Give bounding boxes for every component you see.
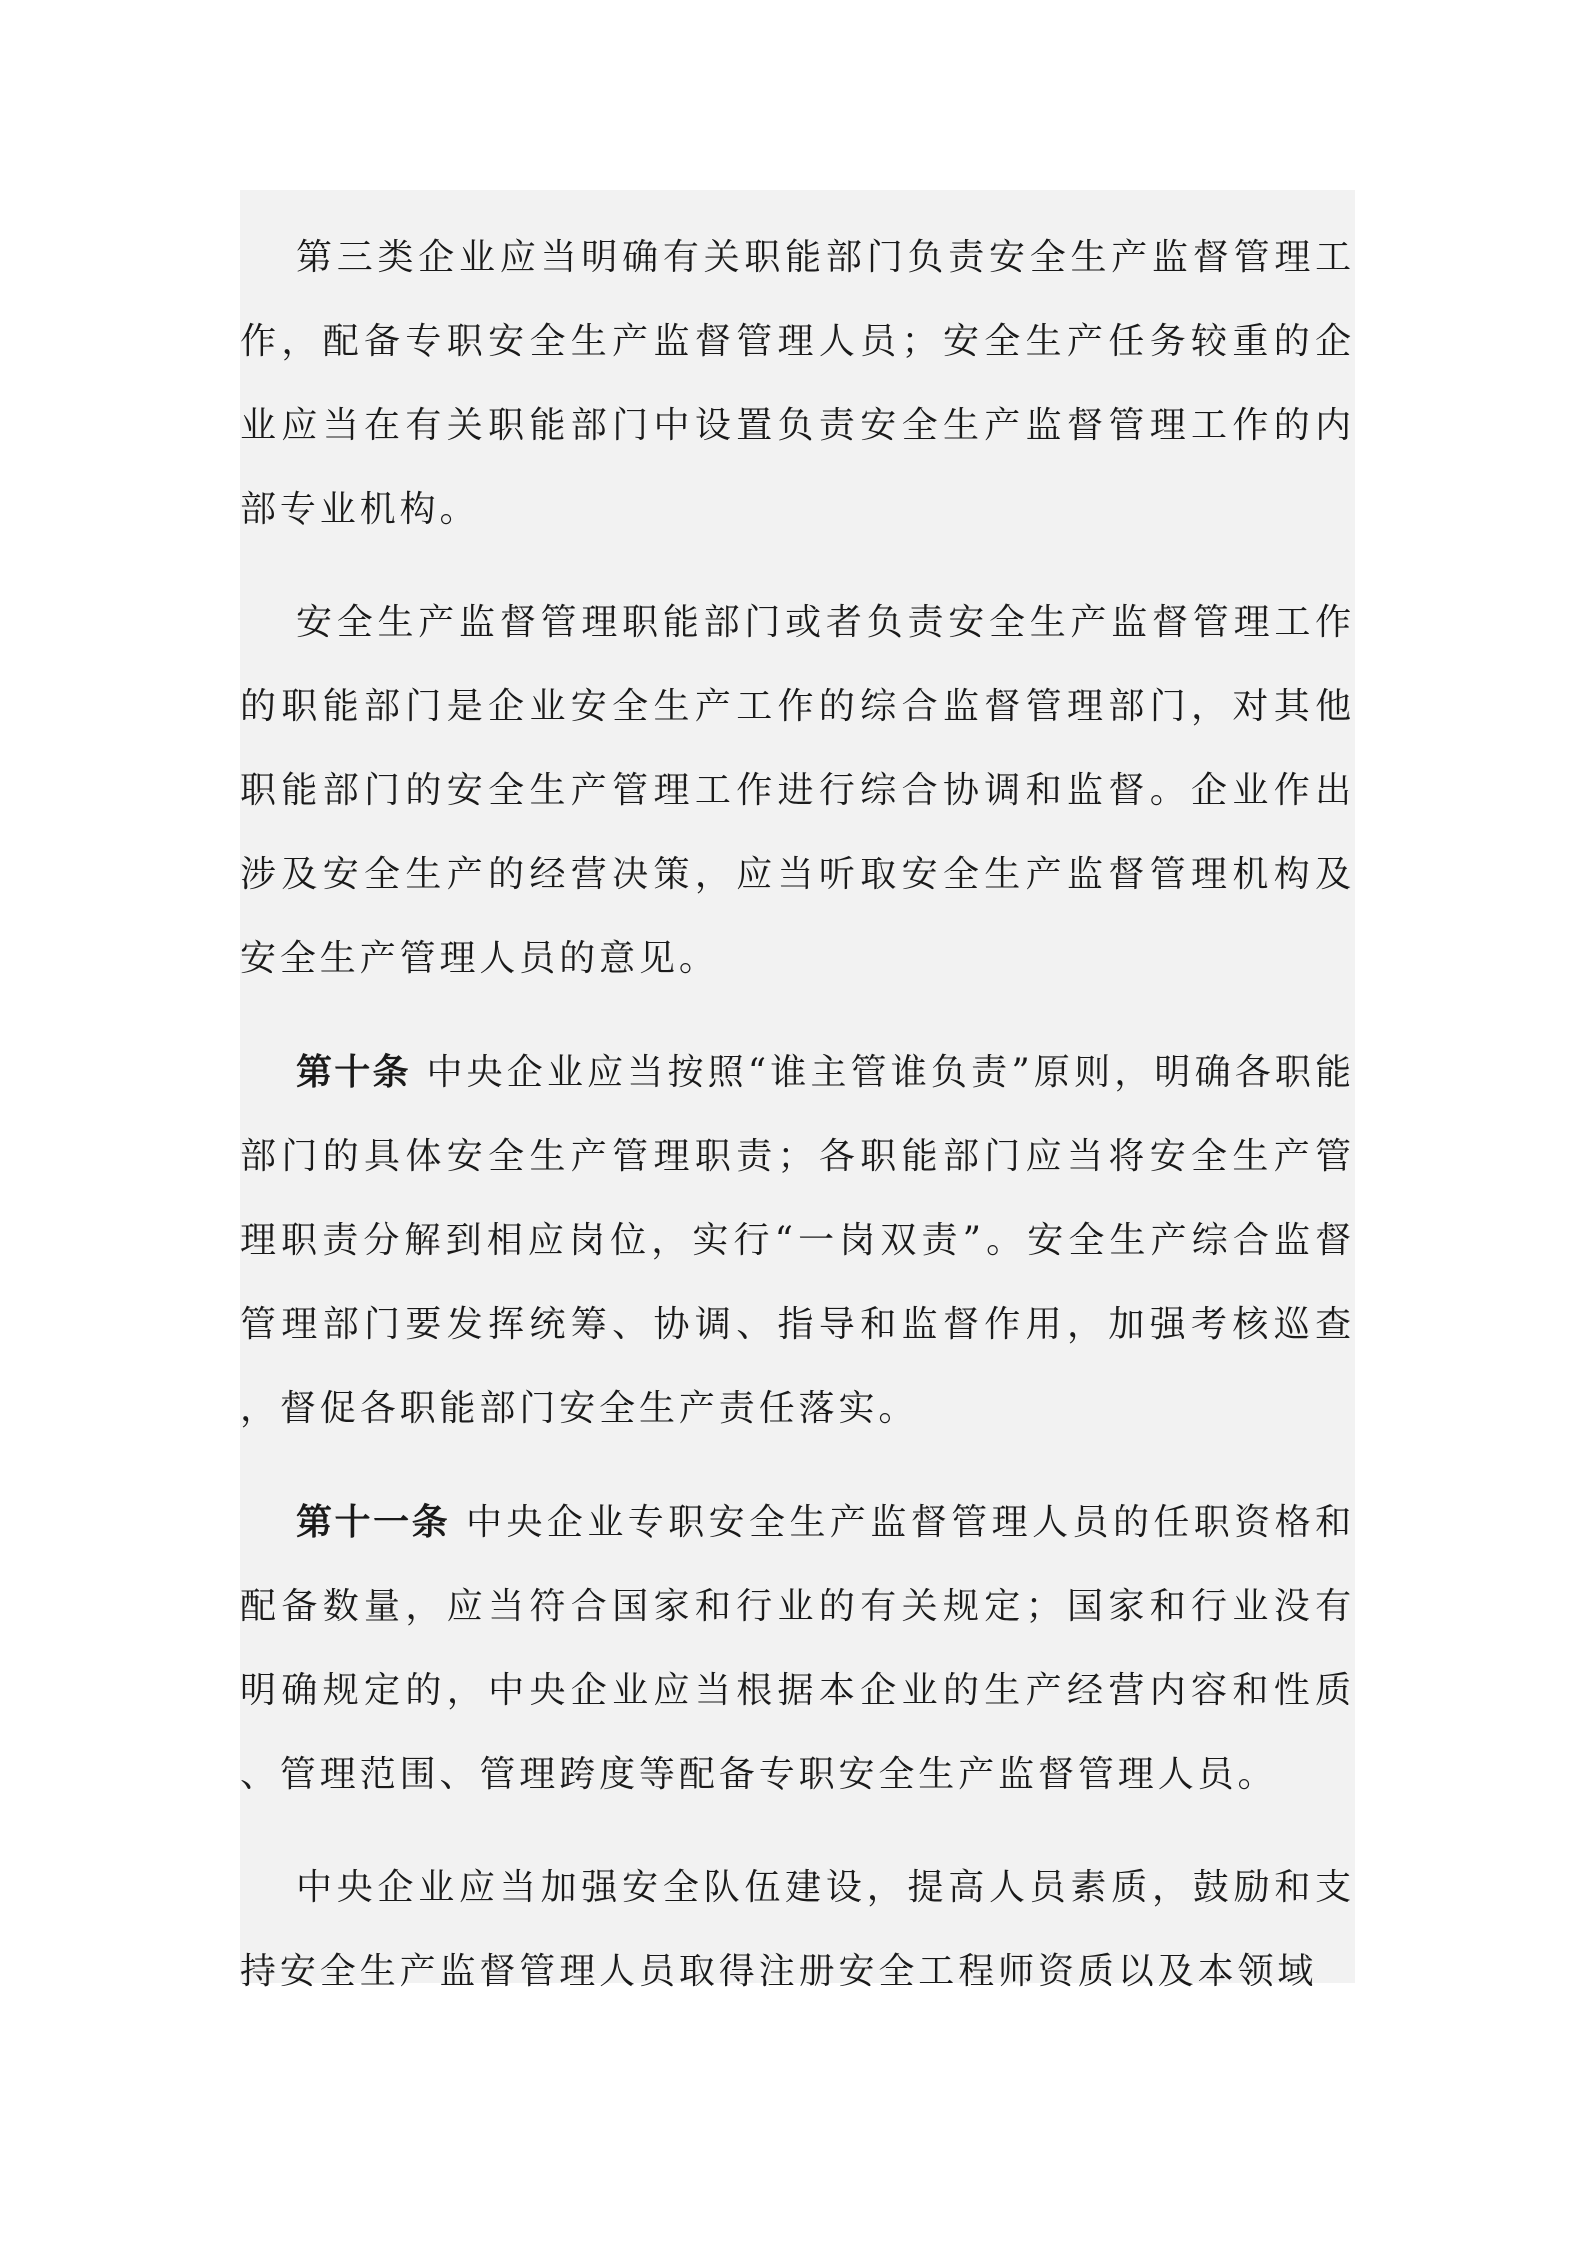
paragraph-text: 安全生产监督管理职能部门或者负责安全生产监督管理工作的职能部门是企业安全生产工作的综合监督管理部门，对其他职能部门的安全生产管理工作进行综合协调和监督。企业作出涉及安全生产的经营决策，应当听取安全生产监督管理机构及安全生产管理人员的意见。 <box>240 602 1355 979</box>
article-number: 第十条 <box>296 1052 411 1093</box>
article-11 <box>240 1481 1355 1817</box>
paragraph-text: 第三类企业应当明确有关职能部门负责安全生产监督管理工作，配备专职安全生产监督管理人员；安全生产任务较重的企业应当在有关职能部门中设置负责安全生产监督管理工作的内部专业机构。 <box>240 237 1355 530</box>
paragraph-text: 中央企业应当加强安全队伍建设，提高人员素质，鼓励和支持安全生产监督管理人员取得注册安全工程师资质以及本领域 <box>240 1867 1355 1992</box>
document-body <box>240 190 1356 1992</box>
article-number: 第十一条 <box>296 1502 451 1543</box>
article-text: 中央企业应当按照“谁主管谁负责”原则，明确各职能部门的具体安全生产管理职责；各职能部门应当将安全生产管理职责分解到相应岗位，实行“一岗双责”。安全生产综合监督管理部门要发挥统筹、协调、指导和监督作用，加强考核巡查，督促各职能部门安全生产责任落实。 <box>240 1052 1355 1429</box>
article-10 <box>240 1031 1355 1451</box>
paragraph-supervision-department <box>240 581 1355 1001</box>
article-text: 中央企业专职安全生产监督管理人员的任职资格和配备数量，应当符合国家和行业的有关规定；国家和行业没有明确规定的，中央企业应当根据本企业的生产经营内容和性质、管理范围、管理跨度等配备专职安全生产监督管理人员。 <box>240 1502 1356 1795</box>
paragraph-enterprise-category-three <box>240 216 1355 552</box>
paragraph-team-building <box>240 1846 1355 2014</box>
